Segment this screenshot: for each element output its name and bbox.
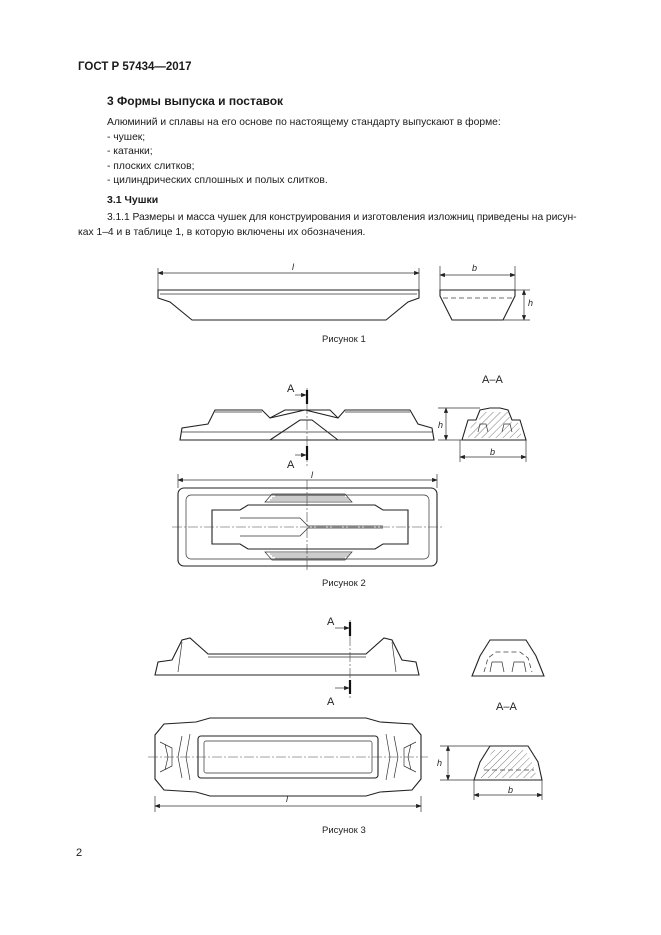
figure-1-ingot-end-view (440, 263, 533, 320)
section-title: 3 Формы выпуска и поставок (107, 94, 284, 108)
width-label: b (472, 263, 478, 273)
list-item: - чушек; (107, 132, 146, 143)
list-item: - катанки; (107, 146, 153, 157)
section-title: А–А (482, 374, 503, 386)
subsection-paragraph-line: 3.1.1 Размеры и масса чушек для конструирования и изготовления изложниц приведены на рисун- (107, 212, 577, 223)
length-label: l (292, 262, 294, 272)
figure-3-plan-view (148, 718, 428, 812)
height-label: h (438, 420, 444, 430)
width-label: b (508, 785, 514, 795)
list-item: - плоских слитков; (107, 161, 195, 172)
figure-3-section-aa (437, 701, 542, 800)
cut-label-top: А (327, 616, 335, 628)
figure-1-caption: Рисунок 1 (322, 334, 366, 345)
width-label: b (490, 447, 496, 457)
length-label: l (311, 470, 313, 480)
figure-2-caption: Рисунок 2 (322, 578, 366, 589)
list-item: - цилиндрических сплошных и полых слитков. (107, 175, 328, 186)
height-label: h (437, 758, 443, 768)
cut-label-bottom: А (287, 459, 295, 471)
page-number: 2 (76, 847, 83, 859)
figure-2-plan-view (172, 470, 444, 572)
subsection-paragraph-line: ках 1–4 и в таблице 1, в которую включены их обозначения. (78, 227, 366, 238)
cut-label-top: А (287, 383, 295, 395)
figure-2-section-aa (438, 374, 526, 462)
cut-label-bottom: А (327, 696, 335, 708)
subsection-title: 3.1 Чушки (107, 194, 159, 206)
figure-3-end-view (472, 640, 544, 676)
figure-2-side-view (180, 383, 434, 471)
figure-1-ingot-side-view (158, 262, 419, 320)
figure-3-side-view (155, 616, 419, 708)
section-title: А–А (496, 701, 517, 713)
figure-3-caption: Рисунок 3 (322, 825, 366, 836)
document-header: ГОСТ Р 57434—2017 (78, 61, 192, 73)
length-label: l (286, 794, 288, 804)
section-intro: Алюминий и сплавы на его основе по настоящему стандарту выпускают в форме: (107, 117, 501, 128)
height-label: h (528, 298, 534, 308)
